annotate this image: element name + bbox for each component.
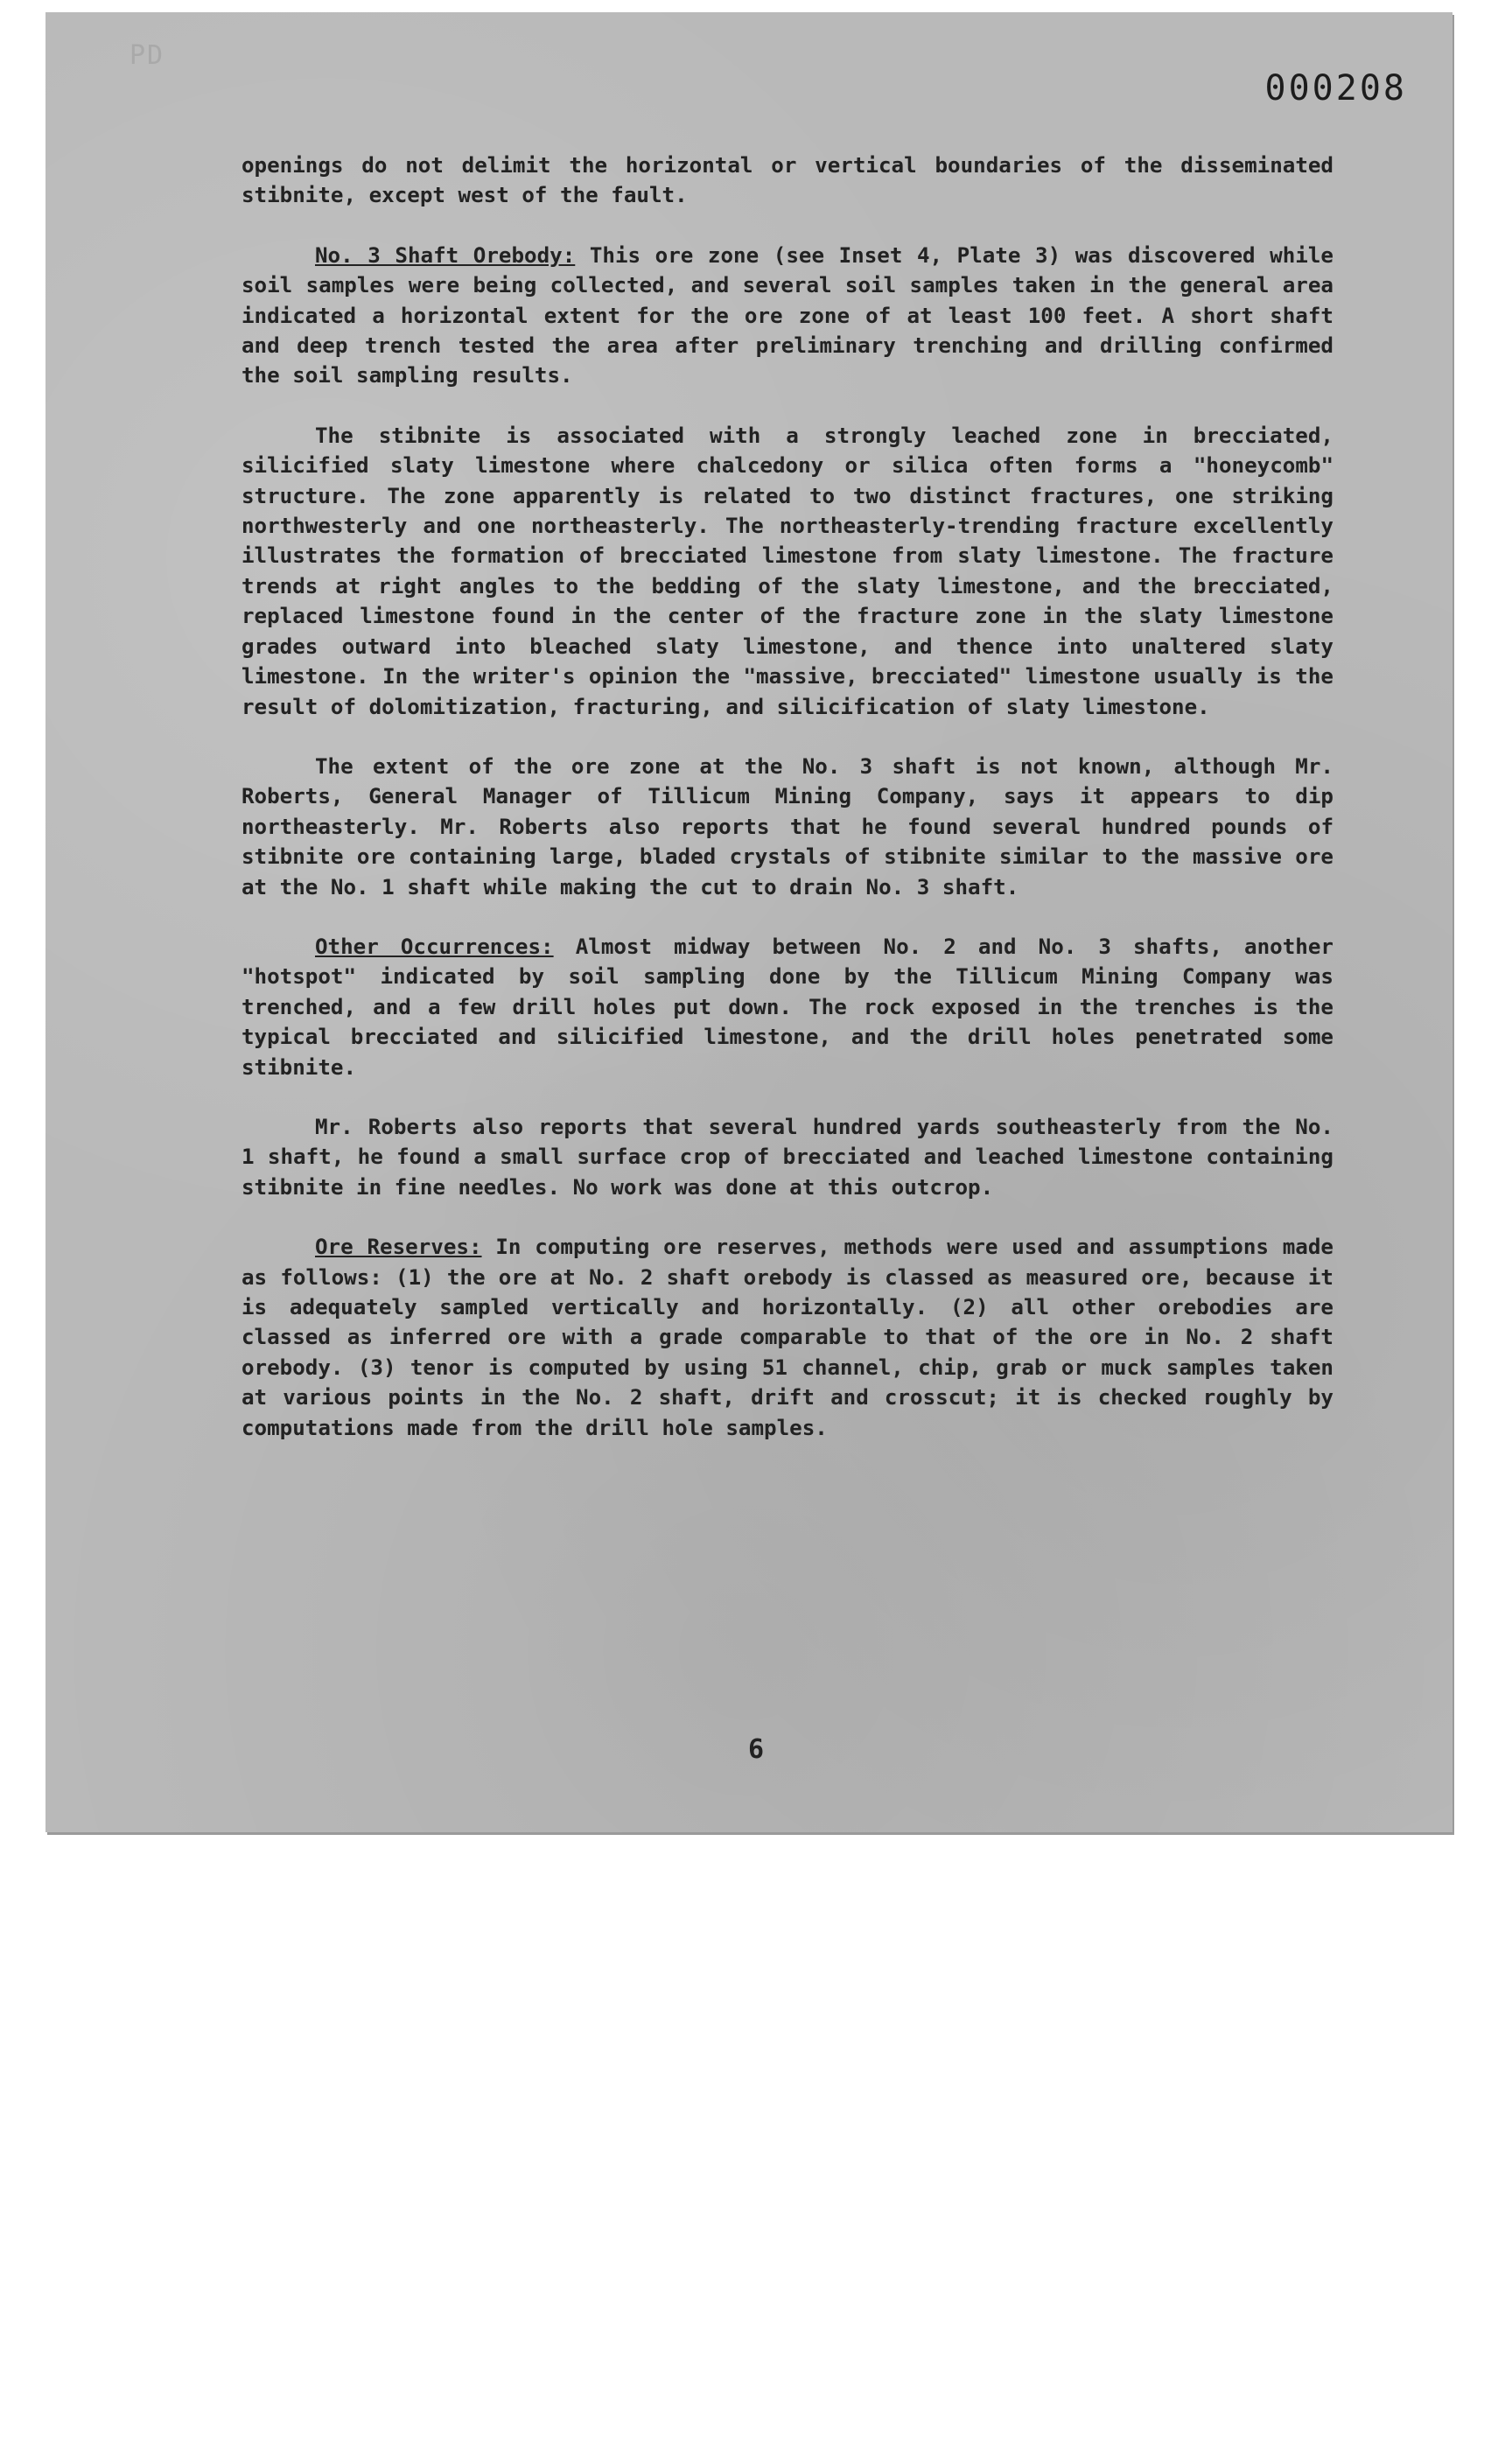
paragraph-1 <box>242 150 1334 211</box>
paragraph-text: The extent of the ore zone at the No. 3 shaft is not known, although Mr. Roberts, General Manager of Tillicum Mining Company, says it appears to dip northeasterly. Mr. Roberts also reports that he found several hundred pounds of stibnite ore containing large, bladed crystals of stibnite similar to the massive ore at the No. 1 shaft while making the cut to drain No. 3 shaft. <box>242 753 1334 900</box>
document-body <box>242 150 1334 1473</box>
page-number: 6 <box>747 1734 765 1765</box>
faint-stamp: PD <box>130 40 165 71</box>
paragraph-2 <box>242 241 1334 391</box>
paragraph-4 <box>242 752 1334 902</box>
document-number: 000208 <box>1264 68 1407 108</box>
paragraph-text: This ore zone (see Inset 4, Plate 3) was discovered while soil samples were being collected, and several soil samples taken in the general area indicated a horizontal extent for the ore zone of at least 100 feet. A short shaft and deep trench tested the area after preliminary trenching and drilling confirmed the soil sampling results. <box>242 242 1334 388</box>
paragraph-text: In computing ore reserves, methods were used and assumptions made as follows: (1) the ore at No. 2 shaft orebody is classed as measured ore, because it is adequately sampled vertically and horizontally. (2) all other orebodies are classed as inferred ore with a grade comparable to that of the ore in No. 2 shaft orebody. (3) tenor is computed by using 51 channel, chip, grab or muck samples taken at various points in the No. 2 shaft, drift and crosscut; it is checked roughly by computations made from the drill hole samples. <box>242 1235 1334 1440</box>
paragraph-3 <box>242 421 1334 722</box>
paragraph-text: The stibnite is associated with a strongly leached zone in brecciated, silicified slaty limestone where chalcedony or silica often forms a "honeycomb" structure. The zone apparently is related to two distinct fractures, one striking northwesterly and one northeasterly. The northeasterly-trending fracture excellently illustrates the formation of brecciated limestone from slaty limestone. The fracture trends at right angles to the bedding of the slaty limestone, and the brecciated, replaced limestone found in the center of the fracture zone in the slaty limestone grades outward into bleached slaty limestone, and thence into unaltered slaty limestone. In the writer's opinion the "massive, brecciated" limestone usually is the result of dolomitization, fracturing, and silicification of slaty limestone. <box>242 423 1334 719</box>
section-heading: Ore Reserves: <box>315 1235 482 1260</box>
paragraph-text: openings do not delimit the horizontal or vertical boundaries of the disseminated stibnite, except west of the fault. <box>242 153 1334 208</box>
paragraph-6 <box>242 1112 1334 1202</box>
paragraph-text: Mr. Roberts also reports that several hundred yards southeasterly from the No. 1 shaft, he found a small surface crop of brecciated and leached limestone containing stibnite in fine needles. No work was done at this outcrop. <box>242 1114 1334 1200</box>
paragraph-7 <box>242 1232 1334 1443</box>
section-heading: No. 3 Shaft Orebody: <box>315 242 576 268</box>
section-heading: Other Occurrences: <box>315 934 554 959</box>
paragraph-5 <box>242 932 1334 1082</box>
paragraph-text: Almost midway between No. 2 and No. 3 shafts, another "hotspot" indicated by soil sampling done by the Tillicum Mining Company was trenched, and a few drill holes put down. The rock exposed in the trenches is the typical brecciated and silicified limestone, and the drill holes penetrated some stibnite. <box>242 934 1334 1080</box>
